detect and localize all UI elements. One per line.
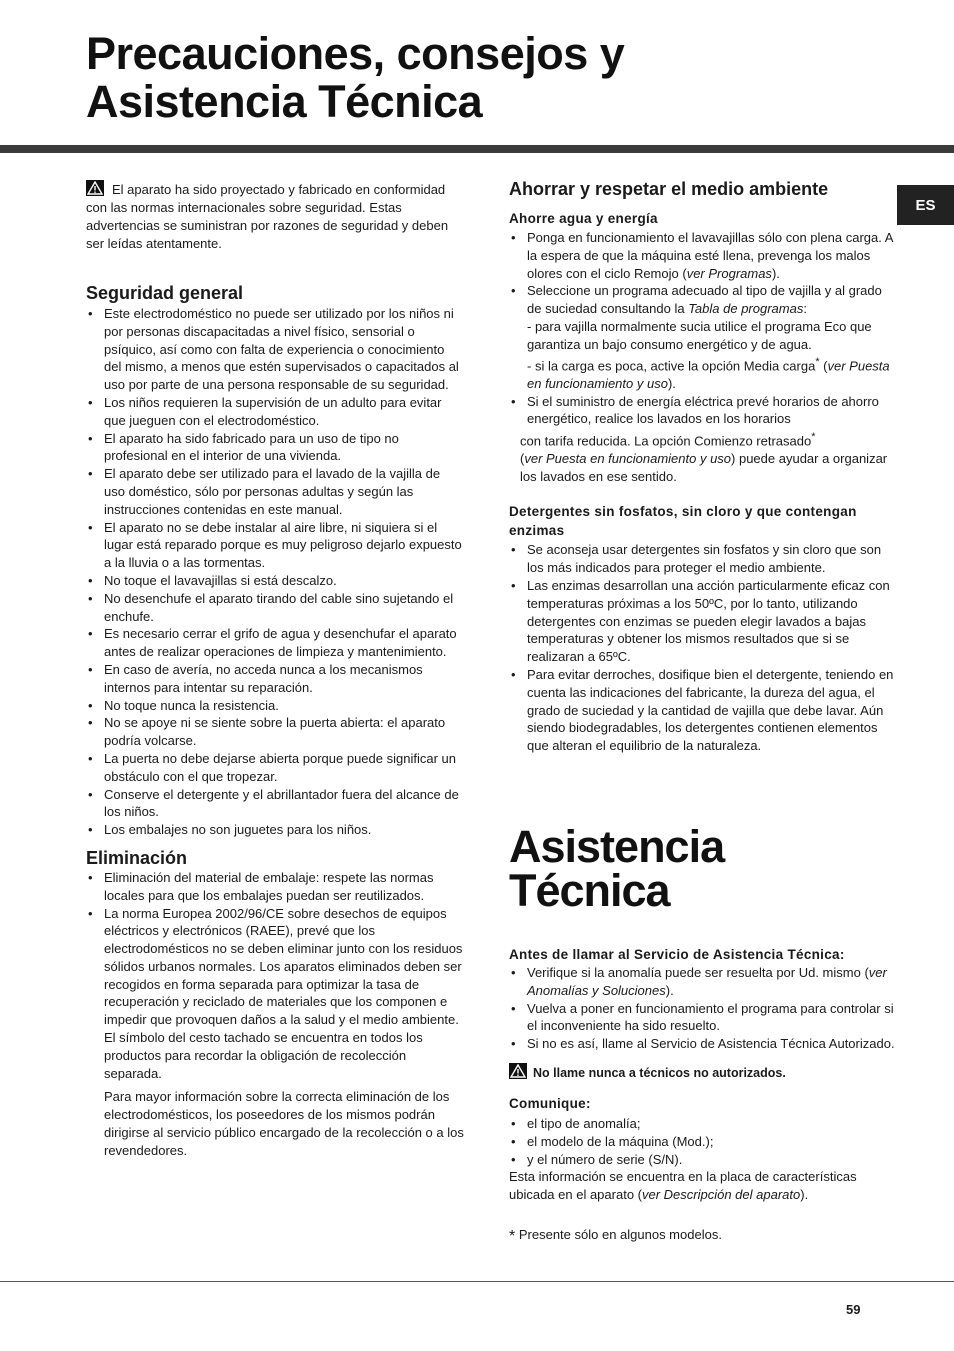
title-rule: [0, 145, 954, 153]
ahorre-list: [509, 229, 899, 428]
right-column: [509, 178, 899, 1246]
list-item: • Los embalajes no son juguetes para los niños.: [86, 821, 464, 839]
list-item: • El aparato debe ser utilizado para el lavado de la vajilla de uso doméstico, sólo por personas adultas y según las instrucciones contenidas en este manual.: [86, 465, 464, 518]
list-item: • La puerta no debe dejarse abierta porque puede significar un obstáculo con el que tropezar.: [86, 750, 464, 786]
list-item: • Verifique si la anomalía puede ser resuelta por Ud. mismo (ver Anomalías y Soluciones).: [509, 964, 899, 1000]
list-item: • y el número de serie (S/N).: [509, 1151, 899, 1169]
section-heading-eliminacion: Eliminación: [86, 847, 188, 868]
list-item: • Ponga en funcionamiento el lavavajillas sólo con plena carga. A la espera de que la máquina esté llena, prevenga los malos olores con el ciclo Remojo (ver Programas).: [509, 229, 899, 282]
list-item: • Se aconseja usar detergentes sin fosfatos y sin cloro que son los más indicados para proteger el medio ambiente.: [509, 541, 899, 577]
list-item: • En caso de avería, no acceda nunca a los mecanismos internos para intentar su reparación.: [86, 661, 464, 697]
detergentes-list: [509, 541, 899, 755]
eliminacion-extra: Para mayor información sobre la correcta eliminación de los electrodomésticos, los poseedores de los mismos podrán dirigirse al servicio público encargado de la recolección o a los revendedores.: [104, 1089, 464, 1159]
list-item: • No toque el lavavajillas si está descalzo.: [86, 572, 464, 590]
warning-icon: [86, 180, 104, 196]
cross-reference: ver Descripción del aparato: [641, 1187, 801, 1203]
list-item: • Las enzimas desarrollan una acción particularmente eficaz con temperaturas próximas a los 50ºC, por lo tanto, utilizando detergentes con enzimas se pueden elegir lavados a bajas temperaturas y obtener los mismos resultados que si se realizaran a 65ºC.: [509, 577, 899, 666]
list-item: • Para evitar derroches, dosifique bien el detergente, teniendo en cuenta las indicaciones del fabricante, la dureza del agua, el grado de suciedad y la cantidad de vajilla que debe lavar. Aún siendo biodegradables, los detergentes contienen elementos que alteran el equilibrio de la naturaleza.: [509, 666, 899, 755]
language-tab: ES: [897, 185, 954, 225]
list-item: • El aparato no se debe instalar al aire libre, ni siquiera si el lugar está reparado porque es muy peligroso dejarlo expuesto a la lluvia o a las tormentas.: [86, 519, 464, 572]
page-title-line-2: Asistencia Técnica: [86, 76, 483, 127]
comunique-list: [509, 1115, 899, 1168]
list-item: • No toque nunca la resistencia.: [86, 697, 464, 715]
subheading-detergentes: Detergentes sin fosfatos, sin cloro y que contengan enzimas: [509, 504, 857, 539]
list-item: • No se apoye ni se siente sobre la puerta abierta: el aparato podría volcarse.: [86, 714, 464, 750]
list-item: • Vuelva a poner en funcionamiento el programa para controlar si el inconveniente ha sido resuelto.: [509, 1000, 899, 1036]
list-item: • Es necesario cerrar el grifo de agua y desenchufar el aparato antes de realizar operaciones de limpieza y mantenimiento.: [86, 625, 464, 661]
cross-reference: ver Programas: [686, 265, 772, 281]
list-item: • el modelo de la máquina (Mod.);: [509, 1133, 899, 1151]
unauthorized-warning: [509, 1063, 899, 1082]
list-item: • Este electrodoméstico no puede ser utilizado por los niños ni por personas discapacitadas a nivel físico, sensorial o psíquico, así como con falta de experiencia o conocimiento del mismo, a menos que estén supervisados o capacitados al uso por parte de una persona responsable de su seguridad.: [86, 305, 464, 394]
footnote: * Presente sólo en algunos modelos.: [509, 1227, 722, 1246]
warning-icon: [509, 1063, 527, 1079]
subheading-comunique: Comunique:: [509, 1095, 591, 1111]
subheading-ahorre-agua: Ahorre agua y energía: [509, 211, 658, 226]
cross-reference: ver Puesta en funcionamiento y uso: [524, 451, 732, 467]
list-item: • Eliminación del material de embalaje: respete las normas locales para que los embalajes puedan ser reutilizados.: [86, 869, 464, 905]
ahorre-continuation: con tarifa reducida. La opción Comienzo retrasado* (ver Puesta en funcionamiento y uso) puede ayudar a organizar los lavados en ese sentido.: [520, 431, 888, 485]
list-item: • El aparato ha sido fabricado para un uso de tipo no profesional en el interior de una vivienda.: [86, 430, 464, 466]
list-item: • Si el suministro de energía eléctrica prevé horarios de ahorro energético, realice los lavados en los horarios: [509, 393, 899, 429]
eliminacion-list: [86, 869, 464, 1083]
section-heading-ahorrar: Ahorrar y respetar el medio ambiente: [509, 179, 829, 199]
subheading-antes-de-llamar: Antes de llamar al Servicio de Asistencia Técnica:: [509, 946, 845, 962]
page-title: [86, 30, 786, 126]
asistencia-title-line-1: Asistencia: [509, 820, 725, 872]
seguridad-list: [86, 305, 464, 839]
asistencia-title-line-2: Técnica: [509, 864, 670, 916]
list-item: • Los niños requieren la supervisión de un adulto para evitar que jueguen con el electrodoméstico.: [86, 394, 464, 430]
left-column: [86, 178, 464, 1160]
asistencia-title: [509, 820, 899, 916]
footer-rule: [0, 1281, 954, 1282]
section-heading-seguridad: Seguridad general: [86, 283, 244, 303]
list-item: • La norma Europea 2002/96/CE sobre desechos de equipos eléctricos y electrónicos (RAEE), prevé que los electrodomésticos no se deben eliminar junto con los residuos sólidos urbanos normales. Los aparatos eliminados deben ser recogidos en forma separada para optimizar la tasa de recuperación y reciclado de materiales que los componen e impedir que provoquen daños a la salud y el medio ambiente. El símbolo del cesto tachado se encuentra en todos los productos para recordar la obligación de recolección separada.: [86, 905, 464, 1083]
info-paragraph: Esta información se encuentra en la placa de características ubicada en el aparato (ver Descripción del aparato).: [509, 1169, 857, 1203]
page-title-line-1: Precauciones, consejos y: [86, 28, 625, 79]
list-item: • Si no es así, llame al Servicio de Asistencia Técnica Autorizado.: [509, 1035, 899, 1053]
list-item: • Conserve el detergente y el abrillantador fuera del alcance de los niños.: [86, 786, 464, 822]
list-item: • el tipo de anomalía;: [509, 1115, 899, 1133]
cross-reference: ver Anomalías y Soluciones: [527, 964, 887, 998]
cross-reference: ver Puesta en funcionamiento y uso: [527, 357, 890, 391]
page-number: 59: [846, 1302, 861, 1317]
safety-intro: [86, 180, 464, 253]
unauthorized-warning-text: No llame nunca a técnicos no autorizados.: [533, 1065, 786, 1080]
antes-list: [509, 964, 899, 1053]
list-item: • Seleccione un programa adecuado al tipo de vajilla y al grado de suciedad consultando la Tabla de programas: - para vajilla normalmente sucia utilice el programa Eco que garantiza un bajo consumo energético y de agua. - si la carga es poca, active la opción Media carga* (ver Puesta en funcionamiento y uso).: [509, 282, 899, 392]
cross-reference: Tabla de programas: [688, 301, 804, 317]
safety-intro-text: El aparato ha sido proyectado y fabricado en conformidad con las normas internacionales sobre seguridad. Estas advertencias se suministran por razones de seguridad y deben ser leídas atentamente.: [86, 182, 449, 251]
list-item: • No desenchufe el aparato tirando del cable sino sujetando el enchufe.: [86, 590, 464, 626]
